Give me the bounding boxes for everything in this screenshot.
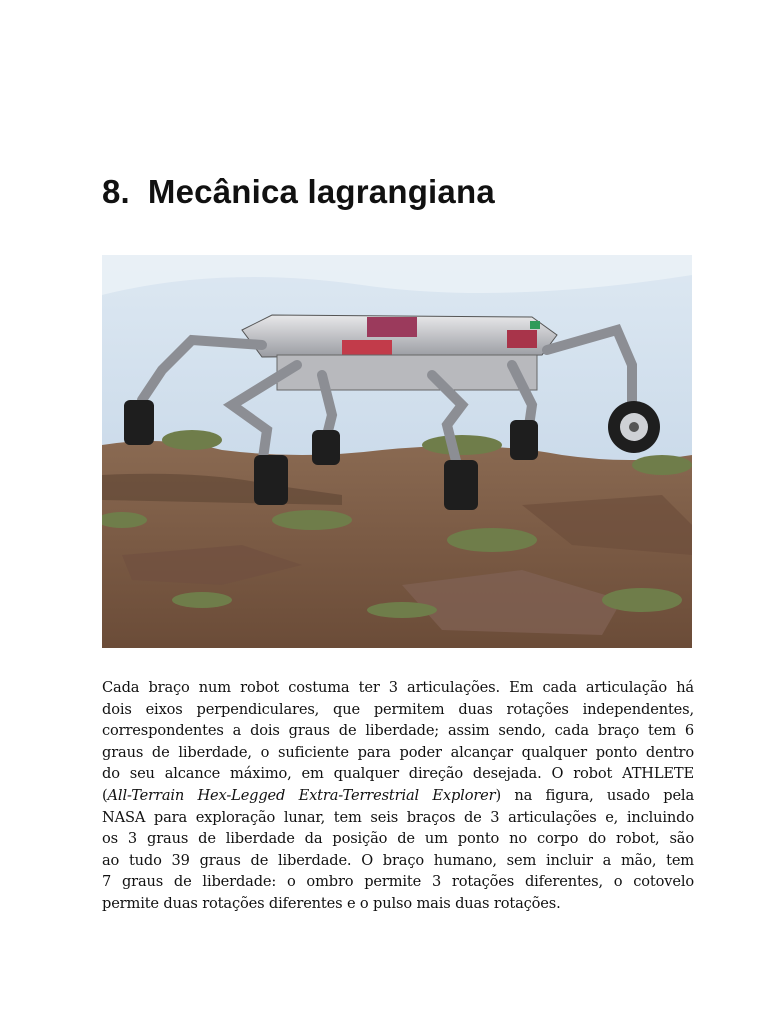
paragraph-line: ao tudo 39 graus de liberdade. O braço humano, sem incluir a mão, tem <box>102 851 694 869</box>
chapter-title-text: Mecânica lagrangiana <box>147 173 495 210</box>
paragraph-line: Cada braço num robot costuma ter 3 articulações. Em cada articulação há <box>102 679 694 696</box>
paragraph-line: do seu alcance máximo, em qualquer direção desejada. O robot ATHLETE <box>102 765 694 783</box>
body-paragraph <box>102 677 694 915</box>
paragraph-line: 7 graus de liberdade: o ombro permite 3 rotações diferentes, o cotovelo <box>102 873 694 891</box>
robot-photo-icon <box>102 255 692 648</box>
athlete-expansion: All-Terrain Hex-Legged Extra-Terrestrial Explorer <box>107 786 496 804</box>
paren-open: ( <box>102 786 108 804</box>
chapter-number: 8. <box>102 173 130 210</box>
paragraph-line: graus de liberdade, o suficiente para poder alcançar qualquer ponto dentro <box>102 743 694 761</box>
paragraph-line-mixed <box>102 785 694 807</box>
paren-close-text: ) na figura, usado pela <box>495 786 694 804</box>
chapter-title <box>102 170 495 214</box>
robot-figure <box>102 255 692 648</box>
paragraph-line: dois eixos perpendiculares, que permitem duas rotações independentes, <box>102 700 694 718</box>
paragraph-line: correspondentes a dois graus de liberdade; assim sendo, cada braço tem 6 <box>102 722 694 740</box>
paragraph-line: os 3 graus de liberdade da posição de um ponto no corpo do robot, são <box>102 830 694 848</box>
paragraph-line: NASA para exploração lunar, tem seis braços de 3 articulações e, incluindo <box>102 808 694 826</box>
paragraph-line: permite duas rotações diferentes e o pulso mais duas rotações. <box>102 894 561 912</box>
